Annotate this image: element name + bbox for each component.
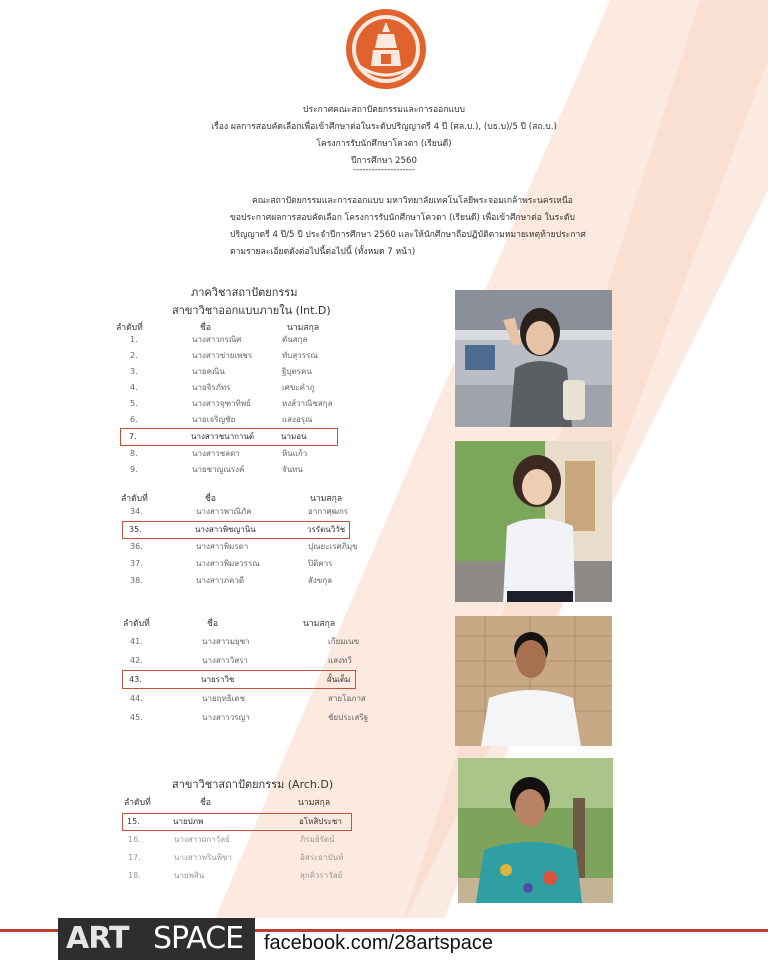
table-row: 34. นางสาวพาณิภัค อากาศุฒกร (130, 507, 349, 516)
announcement-title: ประกาศคณะสถาปัตยกรรมและการออกแบบ (303, 105, 465, 115)
student-photo-1 (455, 290, 612, 427)
student-photo-3 (455, 616, 612, 746)
header-surname: นามสกุล (298, 798, 331, 808)
paragraph-line: ขอประกาศผลการสอบคัดเลือก โครงการรับนักศึกษาโควตา (เรียนดี) เพื่อเข้าศึกษาต่อ ในระดับ (230, 213, 575, 223)
table-row: 44. นายฤทธิเดช สายโอภาส (130, 694, 366, 703)
table-architecture (122, 813, 462, 885)
announcement-divider: -------------------- (352, 165, 416, 175)
university-seal-logo (345, 8, 427, 90)
table-row: 6. นายเจริญชัย แสงอรุณ (130, 415, 313, 424)
header-rank: ลำดับที่ (121, 494, 148, 504)
table-interior (120, 332, 460, 478)
table-row: 38. นางสาวภควดี สังขกุล (130, 576, 333, 585)
header-surname: นามสกุล (310, 494, 343, 504)
table-header (123, 616, 463, 630)
table-row: 36. นางสาวพิมรดา ปุณยะเรศภิมุข (130, 542, 358, 551)
table-row: 37. นางสาวพิมลวรรณ ปิติควร (130, 559, 333, 568)
table-row: 2. นางสาวข่ายเพชร ทับสุวรรณ (130, 351, 318, 360)
table-row: 9. นายชาญณรงค์ จันทน (130, 465, 303, 474)
table-row: 3. นายคณิน ฐิบุตรคน (130, 367, 312, 376)
artspace-logo (58, 918, 255, 960)
table-row-highlighted: 15. นายปภพ อโหสิประชา (122, 813, 352, 831)
branch-heading-interior: สาขาวิชาออกแบบภายใน (Int.D) (172, 304, 331, 317)
table-row: 41. นางสาวมยุชา เกียมเนข (130, 637, 360, 646)
table-row: 17. นางสาวพรินพิชา อิสระธาบันท์ (128, 853, 344, 862)
announcement-year: ปีการศึกษา 2560 (351, 156, 417, 166)
paragraph-line: ตามรายละเอียดดังต่อไปนี้ต่อไปนี้ (ทั้งหมด 7 หน้า) (230, 247, 416, 257)
student-photo-4 (458, 758, 613, 903)
table-header (124, 795, 464, 809)
table-row-highlighted: 7. นางสาวชนากานต์ นามอน (120, 428, 338, 446)
header-rank: ลำดับที่ (123, 619, 150, 629)
paragraph-line: ปริญญาตรี 4 ปี/5 ปี ประจำปีการศึกษา 2560 และให้นักศึกษาถือปฏิบัติตามหมายเหตุท้ายประกาศ (230, 230, 586, 240)
announcement-project: โครงการรับนักศึกษาโควตา (เรียนดี) (316, 139, 452, 149)
header-name: ชื่อ (200, 798, 211, 808)
table-row: 45. นางสาววรญา ชัยประเสริฐ (130, 713, 369, 722)
header-rank: ลำดับที่ (124, 798, 151, 808)
table-row: 16. นางสาวผกาวัลย์ ภิรมย์รัตน์ (128, 835, 335, 844)
table-row: 1. นางสาวกรณิศ ตันสกุล (130, 335, 308, 344)
branch-heading-architecture: สาขาวิชาสถาปัตยกรรม (Arch.D) (172, 778, 334, 791)
student-photo-2 (455, 441, 612, 602)
paragraph-line: คณะสถาปัตยกรรมและการออกแบบ มหาวิทยาลัยเทคโนโลยีพระจอมเกล้าพระนครเหนือ (252, 196, 573, 206)
logo-space-text: SPACE (153, 921, 244, 956)
header-rank: ลำดับที่ (116, 323, 143, 333)
table-interior-continued-2 (122, 632, 462, 727)
table-row-highlighted: 43. นายราวิช ผั้นเต็ม (122, 670, 356, 689)
announcement-subject: เรื่อง ผลการสอบคัดเลือกเพื่อเข้าศึกษาต่อในระดับปริญญาตรี 4 ปี (ศล.บ.), (บธ.บ)/5 ปี (สถ.บ.) (211, 122, 557, 132)
table-row: 42. นางสาววิสรา แสงทวี (130, 656, 352, 665)
table-header (121, 491, 461, 505)
header-surname: นามสกุล (303, 619, 336, 629)
table-row: 8. นางสาวชลดา หินแก้ว (130, 449, 308, 458)
table-row: 5. นางสาวจุฑาทิพย์ หงส์วาณิชสกุล (130, 399, 333, 408)
department-heading: ภาควิชาสถาปัตยกรรม (191, 286, 298, 299)
header-surname: นามสกุล (287, 323, 320, 333)
logo-art-text: ART (66, 921, 129, 956)
header-name: ชื่อ (200, 323, 211, 333)
table-interior-continued (122, 504, 462, 590)
header-name: ชื่อ (205, 494, 216, 504)
table-row: 18. นายพสิน สุกติวราวัลย์ (128, 871, 343, 880)
table-row-highlighted: 35. นางสาวพิชญานิน วรรัตนวิวัช (122, 521, 350, 539)
facebook-link[interactable]: facebook.com/28artspace (264, 932, 494, 954)
table-row: 4. นายจิรภัทร เศขะคำภู (130, 383, 315, 392)
header-name: ชื่อ (207, 619, 218, 629)
